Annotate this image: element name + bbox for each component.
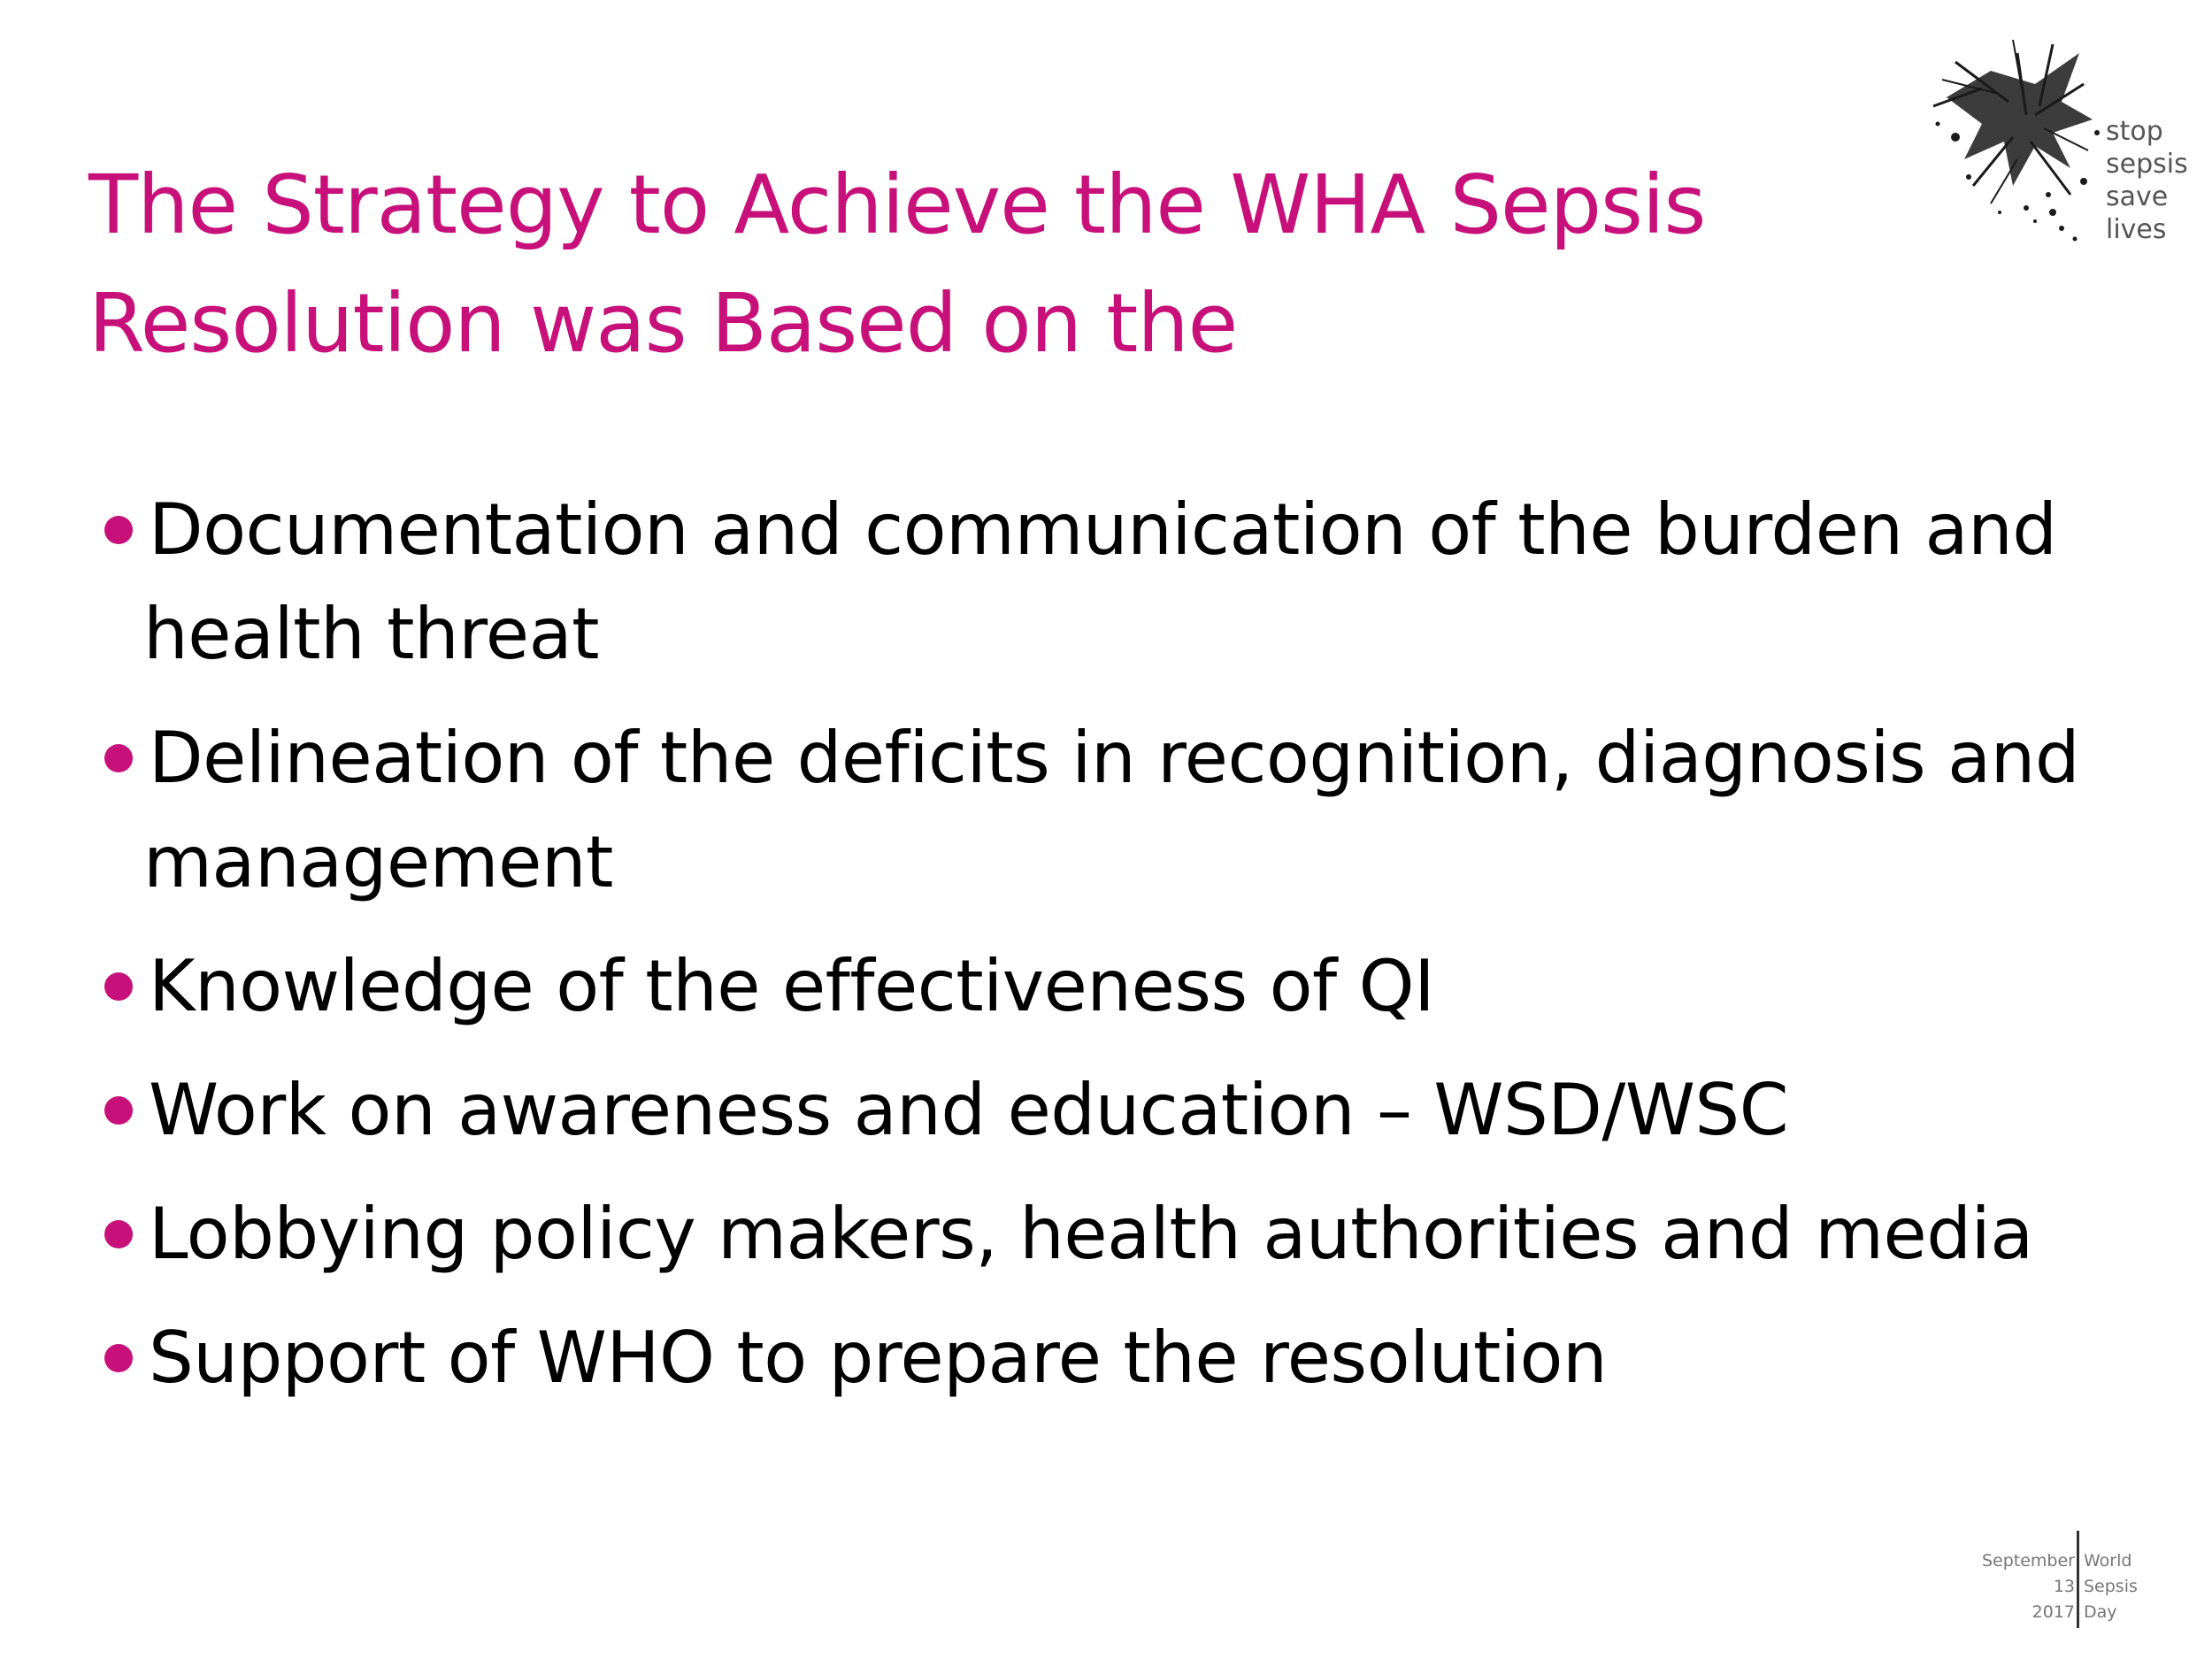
bullet-line: Lobbying policy makers, health authorities and media	[149, 1193, 2033, 1275]
event-date-line: September	[1981, 1551, 2075, 1571]
bullet-item	[104, 1306, 2139, 1410]
bullet-dot-icon	[104, 972, 133, 1001]
bullet-line: Support of WHO to prepare the resolution	[149, 1317, 1608, 1399]
bullet-dot-icon	[104, 516, 133, 544]
logo-word: sepsis	[2106, 149, 2188, 180]
bullet-item	[104, 934, 2139, 1039]
footer-divider	[2077, 1531, 2079, 1628]
event-name-line: Sepsis	[2084, 1577, 2138, 1596]
bullet-line: management	[143, 821, 613, 903]
bullet-item	[104, 1058, 2139, 1163]
bullet-text	[149, 934, 2139, 1039]
event-date-line: 2017	[2032, 1602, 2075, 1622]
event-name-line: World	[2084, 1551, 2132, 1571]
bullet-dot-icon	[104, 1344, 133, 1372]
logo-word: save	[2106, 181, 2169, 212]
title-line: Resolution was Based on the	[88, 276, 1238, 371]
event-date-line: 13	[2053, 1577, 2075, 1596]
splatter-logo-icon	[1929, 35, 2106, 248]
bullet-dot-icon	[104, 1096, 133, 1125]
stop-sepsis-logo	[1929, 35, 2194, 248]
bullet-item	[104, 478, 2139, 687]
event-name	[2084, 1548, 2138, 1625]
event-date	[1982, 1548, 2075, 1625]
world-sepsis-day-mark	[1982, 1531, 2177, 1628]
bullet-line: Delineation of the deficits in recognition, diagnosis and	[149, 717, 2080, 799]
bullet-text	[149, 1058, 2139, 1163]
bullet-text	[143, 706, 2139, 915]
bullet-text	[143, 478, 2139, 687]
bullet-text	[149, 1306, 2139, 1410]
bullet-line: Work on awareness and education – WSD/WSC	[149, 1069, 1789, 1151]
logo-text	[2106, 115, 2188, 246]
logo-word: stop	[2106, 116, 2163, 147]
bullet-dot-icon	[104, 744, 133, 772]
bullet-item	[104, 706, 2139, 915]
bullet-line: Documentation and communication of the burden and	[149, 488, 2057, 571]
bullet-line: Knowledge of the effectiveness of QI	[149, 945, 1435, 1027]
bullet-dot-icon	[104, 1220, 133, 1248]
title-line: The Strategy to Achieve the WHA Sepsis	[88, 157, 1706, 252]
bullet-list	[104, 478, 2139, 1430]
event-name-line: Day	[2084, 1602, 2117, 1622]
slide-title	[88, 146, 1902, 383]
bullet-line: health threat	[143, 593, 599, 675]
bullet-text	[149, 1182, 2139, 1286]
bullet-item	[104, 1182, 2139, 1286]
logo-word: lives	[2106, 214, 2167, 245]
